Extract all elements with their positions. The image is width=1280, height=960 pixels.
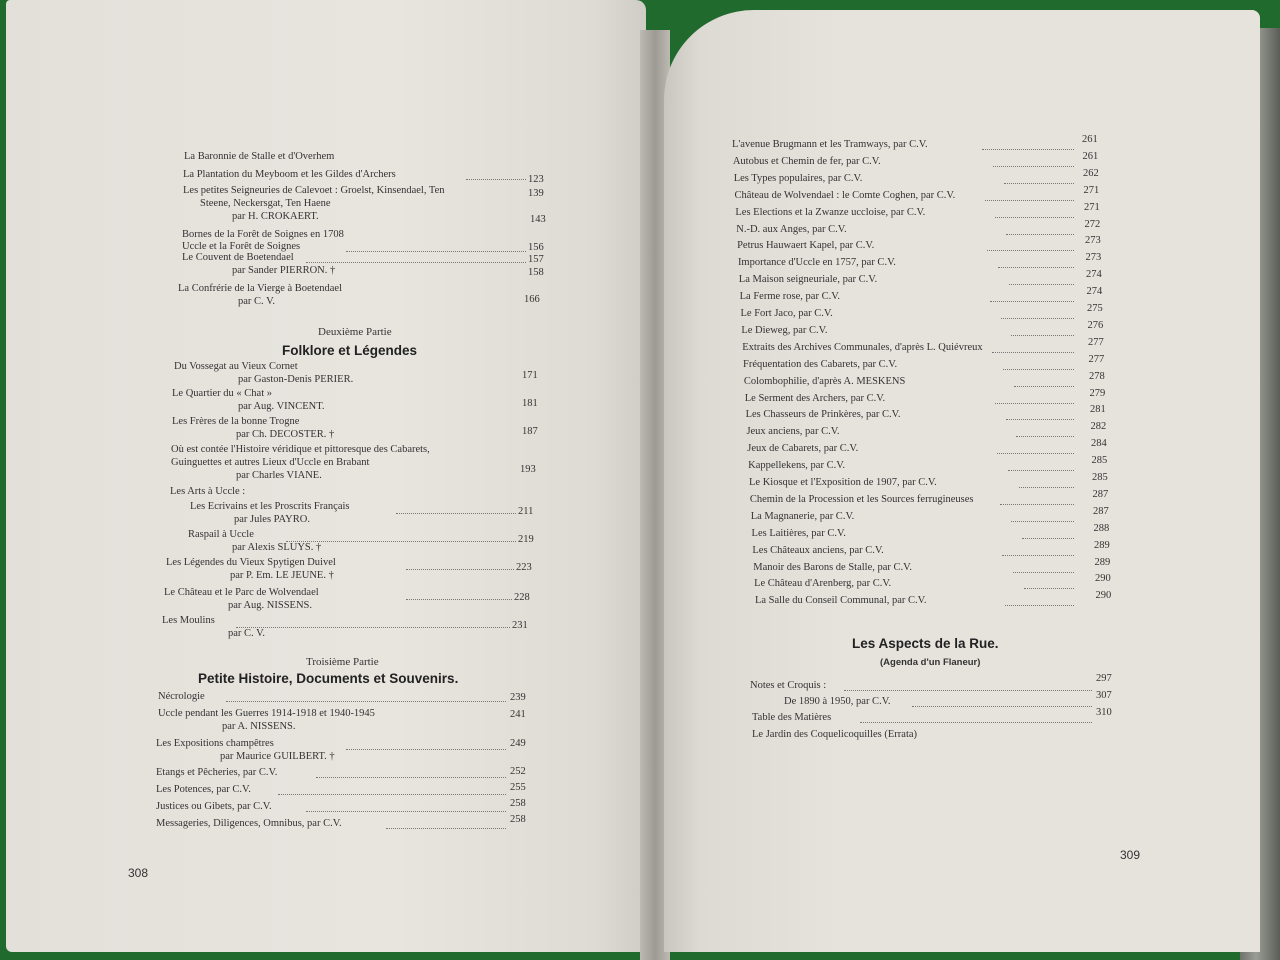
page-number: 262 <box>1083 167 1099 179</box>
toc-author: par Alexis SLUYS. † <box>232 542 322 553</box>
toc-entry: Manoir des Barons de Stalle, par C.V. <box>753 561 912 573</box>
toc-entry: Le Jardin des Coquelicoquilles (Errata) <box>752 729 918 740</box>
toc-entry: Raspail à Uccle <box>188 529 254 540</box>
left-page <box>6 0 646 952</box>
toc-entry: Nécrologie <box>158 691 205 702</box>
page-number: 261 <box>1082 134 1098 145</box>
toc-entry: Jeux anciens, par C.V. <box>746 426 840 438</box>
toc-entry: La Confrérie de la Vierge à Boetendael <box>178 283 342 294</box>
page-folio: 309 <box>1120 848 1141 862</box>
toc-entry-cont: Guinguettes et autres Lieux d'Uccle en Brabant <box>171 457 370 468</box>
toc-entry: Le Kiosque et l'Exposition de 1907, par C.V. <box>749 477 937 488</box>
right-page <box>664 10 1260 952</box>
page-number: 289 <box>1094 539 1110 551</box>
page-number: 307 <box>1096 690 1112 701</box>
page-number: 156 <box>528 242 544 253</box>
toc-author: par Charles VIANE. <box>236 470 322 481</box>
page-number: 223 <box>516 562 532 573</box>
page-number: 239 <box>510 692 526 703</box>
toc-entry: La Maison seigneuriale, par C.V. <box>738 274 878 286</box>
page-number: 181 <box>522 398 538 409</box>
toc-author: par Aug. NISSENS. <box>228 600 313 611</box>
page-number: 166 <box>524 294 540 305</box>
part-label: Deuxième Partie <box>318 326 392 338</box>
toc-author: par C. V. <box>238 296 275 307</box>
toc-entry: Uccle et la Forêt de Soignes <box>182 241 301 252</box>
page-number: 278 <box>1089 370 1105 382</box>
toc-author: par Jules PAYRO. <box>234 514 310 525</box>
section-subtitle: (Agenda d'un Flaneur) <box>880 657 981 668</box>
toc-entry: Le Serment des Archers, par C.V. <box>744 392 886 404</box>
toc-entry: Bornes de la Forêt de Soignes en 1708 <box>182 229 344 240</box>
toc-entry: N.-D. aux Anges, par C.V. <box>736 223 847 235</box>
toc-entry: Petrus Hauwaert Kapel, par C.V. <box>737 240 875 252</box>
toc-entry: Justices ou Gibets, par C.V. <box>156 801 272 812</box>
page-number: 276 <box>1087 319 1104 331</box>
page-number: 255 <box>510 782 526 793</box>
page-number: 287 <box>1093 505 1109 517</box>
page-number: 287 <box>1092 488 1109 500</box>
toc-entry: Les Expositions champêtres <box>156 738 274 749</box>
page-number: 289 <box>1094 556 1111 568</box>
toc-entry: Importance d'Uccle en 1757, par C.V. <box>737 257 896 269</box>
page-number: 290 <box>1095 573 1111 585</box>
toc-entry: Uccle pendant les Guerres 1914-1918 et 1940-1945 <box>158 708 375 719</box>
page-number: 274 <box>1086 286 1103 298</box>
toc-author: par Gaston-Denis PERIER. <box>238 374 354 385</box>
toc-entry: Extraits des Archives Communales, d'après L. Quiévreux <box>742 341 983 353</box>
page-number: 274 <box>1086 269 1102 281</box>
page-number: 139 <box>528 188 544 199</box>
toc-entry: Fréquentation des Cabarets, par C.V. <box>743 358 898 370</box>
toc-entry: Etangs et Pêcheries, par C.V. <box>156 767 278 778</box>
toc-entry: Les Moulins <box>162 615 215 626</box>
page-number: 249 <box>510 738 526 749</box>
toc-entry: Les Légendes du Vieux Spytigen Duivel <box>166 557 336 568</box>
toc-entry: Colombophilie, d'après A. MESKENS <box>743 375 906 387</box>
toc-entry: De 1890 à 1950, par C.V. <box>784 696 891 707</box>
page-number: 231 <box>512 620 528 631</box>
toc-entry: Les Types populaires, par C.V. <box>733 172 863 184</box>
toc-author: par A. NISSENS. <box>222 721 296 732</box>
toc-entry: Le Château d'Arenberg, par C.V. <box>754 578 892 590</box>
page-folio: 308 <box>128 866 149 880</box>
page-number: 157 <box>528 254 544 265</box>
page-number: 271 <box>1083 184 1100 196</box>
page-number: 158 <box>528 267 544 278</box>
page-number: 279 <box>1089 387 1106 399</box>
toc-entry: Le Quartier du « Chat » <box>172 388 273 399</box>
toc-author: par C. V. <box>228 628 265 639</box>
page-number: 285 <box>1091 455 1108 467</box>
page-number: 271 <box>1084 201 1100 213</box>
toc-entry: Autobus et Chemin de fer, par C.V. <box>732 155 881 167</box>
page-number: 297 <box>1096 673 1112 684</box>
toc-entry: La Baronnie de Stalle et d'Overhem <box>184 151 335 162</box>
page-number: 193 <box>520 464 536 475</box>
page-number: 143 <box>530 214 546 225</box>
page-number: 261 <box>1082 150 1099 162</box>
toc-entry: Les Frères de la bonne Trogne <box>172 416 300 427</box>
toc-entry: La Ferme rose, par C.V. <box>739 291 841 303</box>
toc-entry: Notes et Croquis : <box>750 680 827 691</box>
toc-entry: Les Arts à Uccle : <box>170 486 246 497</box>
toc-entry: Les Chasseurs de Prinkères, par C.V. <box>745 409 901 421</box>
page-number: 310 <box>1096 707 1112 718</box>
toc-entry: Château de Wolvendael : le Comte Coghen, par C.V. <box>734 189 956 201</box>
part-label: Troisième Partie <box>306 656 379 668</box>
page-number: 241 <box>510 709 526 720</box>
page-number: 171 <box>522 370 538 381</box>
page-number: 252 <box>510 766 526 777</box>
toc-author: par Maurice GUILBERT. † <box>220 751 335 762</box>
page-number: 282 <box>1090 421 1107 433</box>
toc-entry: Le Dieweg, par C.V. <box>741 324 828 336</box>
page-number: 288 <box>1093 522 1110 534</box>
page-number: 258 <box>510 814 526 825</box>
page-number: 219 <box>518 534 534 545</box>
toc-entry: Les Elections et la Zwanze uccloise, par C.V. <box>735 206 926 218</box>
toc-author: par Sander PIERRON. † <box>232 265 336 276</box>
toc-entry: Les Potences, par C.V. <box>156 784 251 795</box>
page-number: 290 <box>1095 590 1112 602</box>
page-number: 123 <box>528 174 544 185</box>
toc-entry: La Magnanerie, par C.V. <box>750 510 855 522</box>
toc-entry: Chemin de la Procession et les Sources ferrugineuses <box>749 493 974 505</box>
toc-author: par H. CROKAERT. <box>232 211 319 222</box>
page-number: 273 <box>1085 235 1101 247</box>
section-title: Les Aspects de la Rue. <box>852 636 999 651</box>
page-number: 228 <box>514 592 530 603</box>
page-number: 272 <box>1084 218 1101 230</box>
page-number: 187 <box>522 426 538 437</box>
toc-entry: Où est contée l'Histoire véridique et pittoresque des Cabarets, <box>171 444 430 455</box>
page-number: 277 <box>1088 353 1105 365</box>
page-number: 285 <box>1092 472 1108 483</box>
section-title: Petite Histoire, Documents et Souvenirs. <box>198 671 459 686</box>
toc-author: par P. Em. LE JEUNE. † <box>230 570 334 581</box>
toc-entry: Jeux de Cabarets, par C.V. <box>747 443 859 455</box>
toc-entry-cont: Steene, Neckersgat, Ten Haene <box>200 198 331 209</box>
toc-entry: Du Vossegat au Vieux Cornet <box>174 361 298 372</box>
page-number: 281 <box>1090 404 1106 416</box>
toc-entry: Le Couvent de Boetendael <box>182 252 294 263</box>
toc-entry: Le Château et le Parc de Wolvendael <box>164 587 319 598</box>
page-number: 211 <box>518 506 534 517</box>
toc-entry: Messageries, Diligences, Omnibus, par C.V. <box>156 818 342 829</box>
toc-entry: Kappellekens, par C.V. <box>748 460 846 472</box>
toc-entry: L'avenue Brugmann et les Tramways, par C.V. <box>732 139 928 150</box>
toc-entry: Table des Matières <box>752 712 832 723</box>
toc-author: par Ch. DECOSTER. † <box>236 429 335 440</box>
toc-entry: Les petites Seigneuries de Calevoet : Groelst, Kinsendael, Ten <box>183 185 445 196</box>
section-title: Folklore et Légendes <box>282 343 418 358</box>
toc-entry: Le Fort Jaco, par C.V. <box>740 308 833 319</box>
toc-entry: La Plantation du Meyboom et les Gildes d'Archers <box>183 169 396 180</box>
page-number: 277 <box>1088 336 1104 348</box>
toc-author: par Aug. VINCENT. <box>238 401 325 412</box>
page-number: 258 <box>510 798 526 809</box>
toc-entry: Les Laitières, par C.V. <box>751 527 846 539</box>
toc-entry: Les Ecrivains et les Proscrits Français <box>190 501 350 512</box>
page-number: 284 <box>1091 438 1107 450</box>
toc-entry: Les Châteaux anciens, par C.V. <box>752 544 884 556</box>
page-number: 273 <box>1085 252 1102 264</box>
page-number: 275 <box>1087 303 1103 314</box>
toc-entry: La Salle du Conseil Communal, par C.V. <box>754 595 927 607</box>
